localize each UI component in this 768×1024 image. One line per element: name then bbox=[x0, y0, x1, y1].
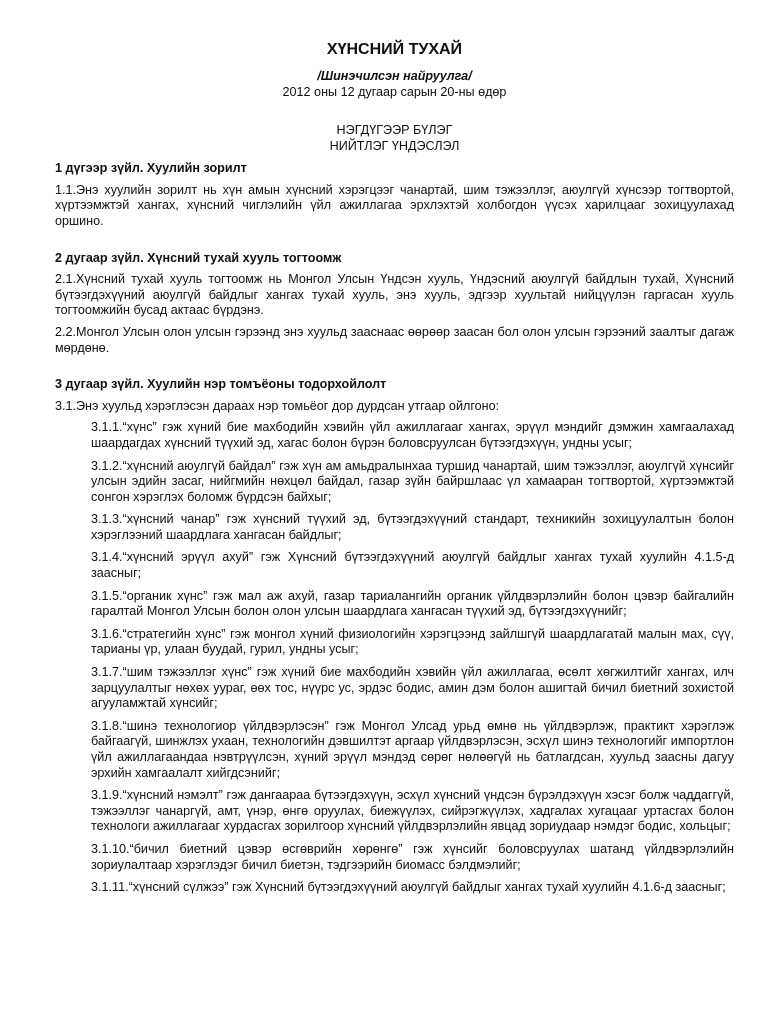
article-title: 3 дугаар зүйл. Хуулийн нэр томъёоны тодорхойлолт bbox=[55, 377, 387, 392]
definition-item: 3.1.7.“шим тэжээллэг хүнс” гэж хүний бие махбодийн хэвийн үйл ажиллагаа, өсөлт хөгжилтийг хангах, илч зарцуулалтыг нөхөх уураг, өөх тос, нүүрс ус, эрдэс бодис, амин дэм болон ашигтай бичил биетний зохистой агууламжтай хүнсийг; bbox=[91, 665, 734, 711]
definition-item: 3.1.8.“шинэ технологиор үйлдвэрлэсэн” гэж Монгол Улсад урьд өмнө нь үйлдвэрлэж, практикт хэрэглэж байгаагүй, шинжлэх ухаан, технологийн дэвшилтэт аргаар үйлдвэрлэсэн, эсхүл шинэ технологийг импортлон үйл ажиллагаандаа нэвтрүүлсэн, хүний эрүүл мэндэд сөрөг нөлөөгүй нь батлагдсан, хуульд заасны дагуу эрхийн хамгаалалт хийгдсэнийг; bbox=[91, 718, 734, 780]
document-date: 2012 оны 12 дугаар сарын 20-ны өдөр bbox=[282, 84, 507, 99]
chapter-heading bbox=[55, 122, 734, 154]
article-paragraph: 2.2.Монгол Улсын олон улсын гэрээнд энэ хуульд зааснаас өөрөөр заасан бол олон улсын гэрээний заалтыг дагаж мөрдөнө. bbox=[55, 324, 734, 355]
chapter-number: НЭГДҮГЭЭР БҮЛЭГ bbox=[336, 123, 453, 138]
definition-item: 3.1.6.“стратегийн хүнс” гэж монгол хүний физиологийн хэрэгцээнд зайлшгүй шаардлагатай малын мах, сүү, тарианы үр, улаан буудай, гурил, ундны усыг; bbox=[91, 626, 734, 657]
article-paragraph: 1.1.Энэ хуулийн зорилт нь хүн амын хүнсний хэрэгцээг чанартай, шим тэжээллэг, аюулгүй хүнсээр тогтвортой, хүртээмжтэй хангах, хүнсний чиглэлийн үйл ажиллагаа эрхлэхтэй холбогдон үүсэх харилцааг зохицуулахад оршино. bbox=[55, 182, 734, 228]
definition-item: 3.1.5.“органик хүнс” гэж мал аж ахуй, газар тариалангийн органик үйлдвэрлэлийн болон цэвэр байгалийн гаралтай Монгол Улсын болон олон улсын шаардлага хангасан түүхий эд, бүтээгдэхүүнийг; bbox=[91, 588, 734, 619]
chapter-name: НИЙТЛЭГ ҮНДЭСЛЭЛ bbox=[329, 139, 460, 154]
definition-item: 3.1.4.“хүнсний эрүүл ахуй” гэж Хүнсний бүтээгдэхүүний аюулгүй байдлыг хангах тухай хуулийн 4.1.5-д заасныг; bbox=[91, 550, 734, 581]
definition-item: 3.1.11.“хүнсний сүлжээ” гэж Хүнсний бүтээгдэхүүний аюулгүй байдлыг хангах тухай хуулийн 4.1.6-д заасныг; bbox=[91, 880, 726, 895]
article-3 bbox=[55, 377, 734, 896]
article-paragraph: 2.1.Хүнсний тухай хууль тогтоомж нь Монгол Улсын Үндсэн хууль, Үндэсний аюулгүй байдлын тухай, Хүнсний бүтээгдэхүүний аюулгүй байдлыг хангах тухай хууль, энэ хууль, эдгээр хуультай нийцүүлэн гаргасан хууль тогтоомжийн бусад актаас бүрдэнэ. bbox=[55, 272, 734, 318]
article-title: 2 дугаар зүйл. Хүнсний тухай хууль тогтоомж bbox=[55, 250, 342, 265]
article-title: 1 дүгээр зүйл. Хуулийн зорилт bbox=[55, 161, 247, 176]
definition-item: 3.1.2.“хүнсний аюулгүй байдал” гэж хүн ам амьдралынхаа туршид чанартай, шим тэжээллэг, аюулгүй хүнсийг улсын эдийн засаг, нийгмийн нөхцөл байдал, газар зүйн байршлаас үл хамааран тогтвортой, хүртээмжтэй сонгон хэрэглэх боломж бүрдсэн байхыг; bbox=[91, 458, 734, 504]
definition-item: 3.1.1.“хүнс” гэж хүний бие махбодийн хэвийн үйл ажиллагааг хангах, эрүүл мэндийг дэмжин хамгаалахад шаардагдах хүнсний түүхий эд, хагас болон бүрэн боловсруулсан бүтээгдэхүүн, ундны усыг; bbox=[91, 420, 734, 450]
definition-item: 3.1.3.“хүнсний чанар” гэж хүнсний түүхий эд, бүтээгдэхүүний стандарт, техникийн зохицуулалтын болон хэрэглээний шаардлага хангасан байдлыг; bbox=[91, 512, 734, 542]
definition-item: 3.1.10.“бичил биетний цэвэр өсгөврийн хөрөнгө” гэж хүнсийг боловсруулах шатанд үйлдвэрлэлийн зориулалтаар хэрэглэдэг бичил биетэн, тэдгээрийн биомасс бэлдмэлийг; bbox=[91, 841, 734, 872]
document-title: ХҮНСНИЙ ТУХАЙ bbox=[326, 41, 463, 58]
article-1 bbox=[55, 161, 734, 229]
article-intro: 3.1.Энэ хуульд хэрэглэсэн дараах нэр томьёог дор дурдсан утгаар ойлгоно: bbox=[55, 398, 500, 413]
article-2 bbox=[55, 251, 734, 357]
definition-item: 3.1.9.“хүнсний нэмэлт” гэж дангаараа бүтээгдэхүүн, эсхүл хүнсний үндсэн бүрэлдэхүүн хэсэг болж чаддаггүй, тэжээллэг чанаргүй, амт, үнэр, өнгө оруулах, биежүүлэх, сийрэгжүүлэх, хадгалах хугацааг уртасгах болон технологи ажиллагааг хурдасгах зорилгоор хүнсний үйлдвэрлэлийн явцад зориудаар нэмдэг бодис, хольцыг; bbox=[91, 788, 734, 834]
document-subtitle: /Шинэчилсэн найруулга/ bbox=[317, 69, 472, 83]
